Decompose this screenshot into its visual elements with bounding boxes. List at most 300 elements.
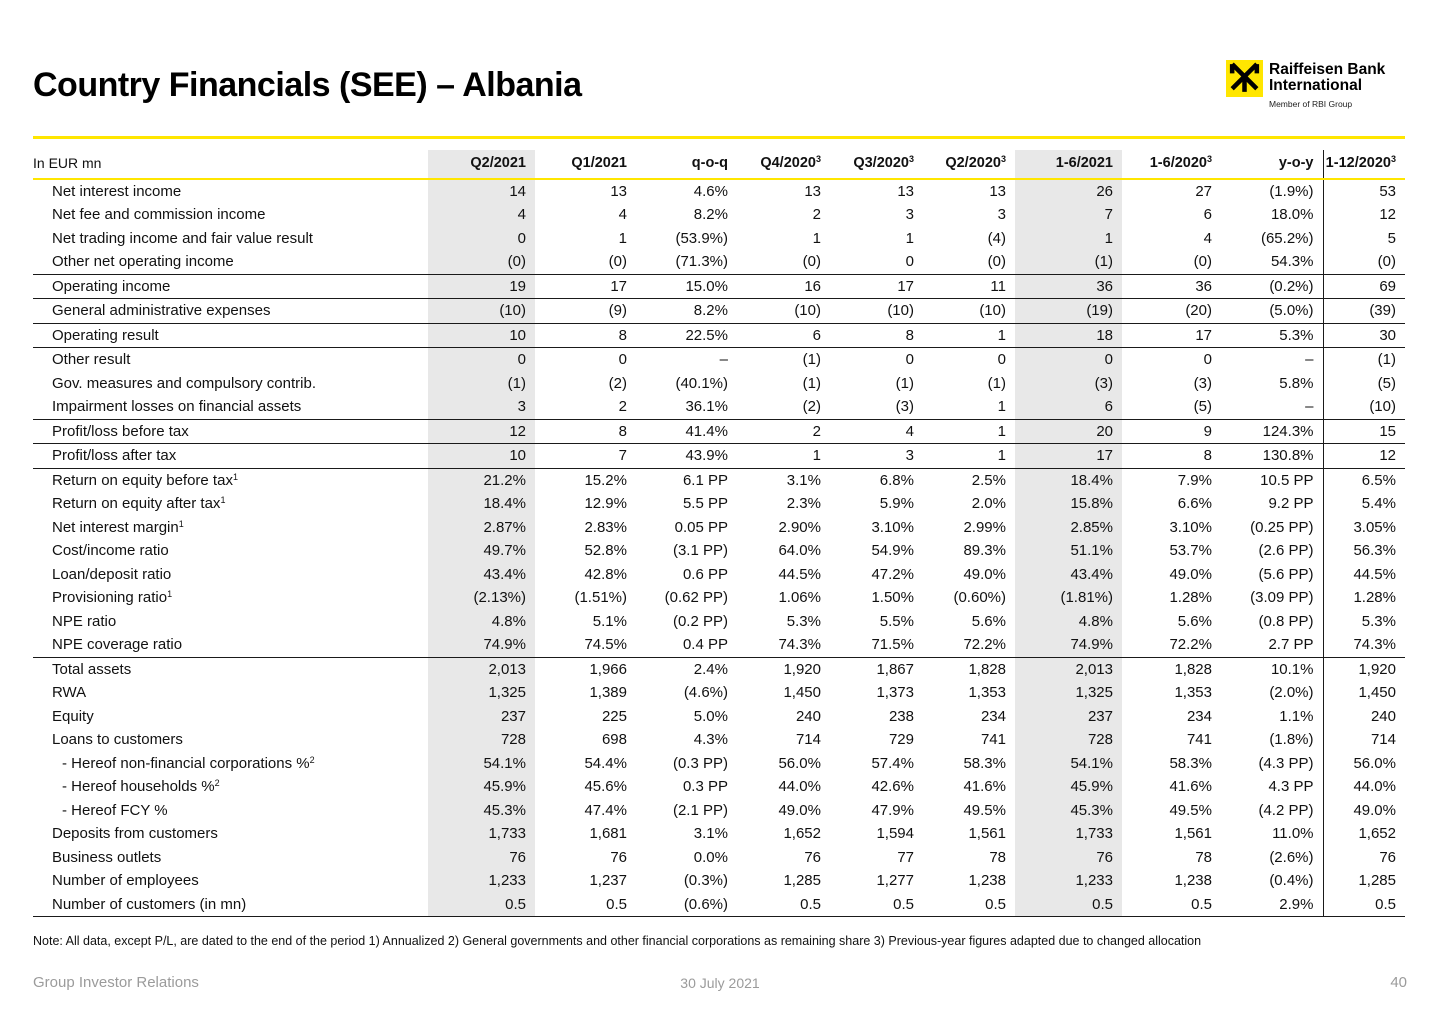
cell: (2) (608, 374, 627, 392)
cell: (0.8 PP) (1258, 612, 1314, 630)
cell: 1,237 (589, 872, 627, 889)
cell: 53.7% (1169, 542, 1212, 559)
table-row (33, 444, 1405, 469)
cell: (0.60%) (953, 589, 1006, 606)
table-row (33, 419, 1405, 444)
row-label: Deposits from customers (52, 825, 218, 842)
cell: 3 (997, 206, 1006, 223)
cell: 1,561 (1174, 825, 1212, 842)
superscript: 3 (1206, 154, 1212, 165)
footer (0, 972, 1440, 1002)
cell: 36.1% (685, 398, 728, 415)
cell: (1) (1015, 250, 1122, 274)
cell: 4.8% (1015, 610, 1122, 634)
cell: 10.5 PP (1221, 468, 1323, 492)
column-header: Q2/2020$^3$ (923, 150, 1015, 179)
cell: 18 (1015, 323, 1122, 348)
cell: 5.5 PP (682, 495, 728, 512)
cell: 13 (897, 182, 914, 200)
cell: 15.2% (535, 468, 636, 492)
cell: 1,325 (428, 681, 535, 705)
row-label: Other net operating income (52, 253, 234, 270)
cell: 3.10% (1169, 518, 1212, 536)
row-label: Provisioning ratio$^1$ (52, 589, 173, 606)
cell: (1.51%) (574, 589, 627, 606)
footer-department: Group Investor Relations (33, 974, 199, 991)
cell: 698 (601, 731, 627, 748)
cell: 3 (830, 444, 923, 469)
cell: 1,450 (1323, 681, 1405, 705)
cell: 0.5 (737, 893, 830, 917)
cell: 1,920 (737, 657, 830, 681)
cell: 30 (1323, 323, 1405, 348)
cell: 1,285 (783, 872, 821, 889)
table-row (33, 468, 1405, 492)
table-row (33, 775, 1405, 799)
cell: 9.2 PP (1268, 495, 1314, 512)
cell: 43.4% (428, 563, 535, 587)
row-label: Return on equity after tax$^1$ (52, 495, 226, 512)
cell: 1,594 (876, 825, 914, 842)
cell: 5.6% (971, 612, 1006, 630)
cell: 6 (737, 323, 830, 348)
table-row (33, 563, 1405, 587)
cell: 51.1% (1015, 539, 1122, 563)
cell: (3.09 PP) (1250, 589, 1314, 606)
cell: 2.7 PP (1268, 636, 1314, 653)
cell: 2.3% (786, 495, 821, 512)
cell: 0.5 (1015, 893, 1122, 917)
row-label: Gov. measures and compulsory contrib. (52, 374, 317, 392)
cell: 1,277 (876, 872, 914, 889)
cell: 1,238 (968, 872, 1006, 889)
table-row (33, 705, 1405, 729)
cell: 1 (812, 229, 821, 247)
cell: 4 (1203, 229, 1212, 247)
row-label: - Hereof households %$^2$ (62, 778, 220, 795)
cell: 2,013 (1015, 657, 1122, 681)
cell: 54.9% (871, 542, 914, 559)
cell: 76 (428, 846, 535, 870)
superscript: 1 (232, 471, 238, 482)
cell: 5.3% (1221, 323, 1323, 348)
cell: 1,681 (589, 825, 627, 842)
cell: 1,353 (968, 684, 1006, 701)
cell: 49.0% (778, 801, 821, 819)
cell: 76 (610, 848, 627, 866)
cell: 77 (897, 848, 914, 866)
cell: 714 (1323, 728, 1405, 752)
cell: 78 (989, 848, 1006, 866)
cell: 4 (428, 203, 535, 227)
cell: 54.1% (1015, 752, 1122, 776)
cell: 4.3% (693, 731, 728, 748)
column-header: Q3/2020$^3$ (830, 150, 923, 179)
cell: 124.3% (1221, 419, 1323, 444)
row-label: - Hereof non-financial corporations %$^2$ (62, 754, 315, 772)
cell: 1,450 (783, 684, 821, 701)
cell: 74.5% (584, 636, 627, 653)
cell: 8.2% (693, 206, 728, 223)
cell: 1,828 (1122, 657, 1221, 681)
cell: 1.28% (1323, 586, 1405, 610)
cell: (1.8%) (1269, 731, 1314, 748)
cell: (1.9%) (1269, 182, 1314, 200)
cell: 225 (601, 707, 627, 725)
cell: – (636, 348, 737, 372)
table-row (33, 395, 1405, 419)
cell: 44.5% (1323, 563, 1405, 587)
cell: 5 (1323, 227, 1405, 251)
cell: 6 (1203, 206, 1212, 223)
cell: 1 (923, 323, 1015, 348)
cell: 0.5 (923, 893, 1015, 917)
cell: (0.3%) (683, 872, 728, 889)
cell: 0.4 PP (682, 636, 728, 653)
cell: 17 (1015, 444, 1122, 469)
cell: 237 (428, 705, 535, 729)
cell: 1,353 (1174, 684, 1212, 701)
cell: (0.3 PP) (672, 754, 728, 772)
cell: 42.6% (871, 778, 914, 795)
cell: 4.8% (428, 610, 535, 634)
cell: 45.3% (1015, 799, 1122, 823)
row-label: Operating result (33, 323, 428, 348)
cell: 10.1% (1221, 657, 1323, 681)
row-label: Business outlets (52, 848, 162, 866)
cell: 76 (1323, 846, 1405, 870)
logo-line2: International (1269, 77, 1363, 94)
row-label: Total assets (33, 657, 428, 681)
cell: 1.1% (1279, 707, 1314, 725)
cell: (2.13%) (428, 586, 535, 610)
cell: 240 (795, 707, 821, 725)
cell: 74.3% (778, 636, 821, 653)
cell: 2.87% (428, 516, 535, 540)
superscript: 3 (1390, 154, 1396, 165)
header-row (33, 150, 1405, 179)
cell: 1,373 (876, 684, 914, 701)
cell: 26 (1015, 179, 1122, 204)
cell: 234 (1186, 707, 1212, 725)
cell: 8 (1122, 444, 1221, 469)
cell: 5.8% (1279, 374, 1314, 392)
table-row (33, 869, 1405, 893)
cell: 1,233 (1015, 869, 1122, 893)
cell: 89.3% (963, 542, 1006, 559)
cell: 49.5% (1169, 801, 1212, 819)
cell: 71.5% (871, 636, 914, 653)
cell: 2.0% (971, 495, 1006, 512)
cell: – (1305, 398, 1314, 415)
row-label: Cost/income ratio (52, 542, 169, 559)
cell: 2.4% (636, 657, 737, 681)
cell: 5.3% (1323, 610, 1405, 634)
cell: 57.4% (871, 754, 914, 772)
cell: 8 (535, 419, 636, 444)
row-label: Net fee and commission income (52, 206, 266, 223)
cell: (0) (608, 253, 627, 270)
cell: 238 (888, 707, 914, 725)
table-row (33, 539, 1405, 563)
row-label: General administrative expenses (33, 299, 428, 324)
cell: 12 (1323, 444, 1405, 469)
cell: (2.0%) (1269, 684, 1314, 701)
cell: 15.0% (636, 274, 737, 299)
cell: 18.4% (428, 492, 535, 516)
cell: 41.4% (636, 419, 737, 444)
cell: 49.5% (963, 801, 1006, 819)
cell: 36 (1122, 274, 1221, 299)
cell: 1.06% (778, 589, 821, 606)
table-row (33, 203, 1405, 227)
cell: (10) (923, 299, 1015, 324)
cell: (0.4%) (1269, 872, 1314, 889)
cell: 69 (1323, 274, 1405, 299)
cell: 16 (737, 274, 830, 299)
cell: 741 (1186, 731, 1212, 748)
cell: 1 (905, 229, 914, 247)
cell: 1,389 (589, 684, 627, 701)
page-title: Country Financials (SEE) – Albania (33, 66, 582, 104)
cell: (0.62 PP) (664, 589, 728, 606)
cell: 74.9% (428, 633, 535, 657)
cell: 74.9% (1015, 633, 1122, 657)
cell: 2 (618, 398, 627, 415)
cell: 44.5% (778, 565, 821, 583)
cell: (1.81%) (1015, 586, 1122, 610)
cell: 11 (923, 274, 1015, 299)
cell: (10) (737, 299, 830, 324)
table-row (33, 227, 1405, 251)
table-body (33, 179, 1405, 917)
cell: 0.5 (1323, 893, 1405, 917)
cell: 1,652 (783, 825, 821, 842)
superscript: 3 (815, 154, 821, 165)
cell: 6 (1015, 395, 1122, 419)
cell: 1,733 (428, 822, 535, 846)
table-row (33, 299, 1405, 324)
cell: 45.9% (428, 775, 535, 799)
cell: 76 (804, 848, 821, 866)
cell: 21.2% (428, 468, 535, 492)
cell: (0.2%) (1221, 274, 1323, 299)
cell: 47.2% (871, 565, 914, 583)
cell: 1 (1015, 227, 1122, 251)
cell: 17 (535, 274, 636, 299)
cell: 1.28% (1169, 589, 1212, 606)
cell: 76 (1015, 846, 1122, 870)
cell: 5.1% (592, 612, 627, 630)
cell: 5.6% (1177, 612, 1212, 630)
cell: 0 (1122, 348, 1221, 372)
table-row (33, 179, 1405, 204)
cell: 728 (428, 728, 535, 752)
cell: 0 (830, 348, 923, 372)
cell: (0) (1193, 253, 1212, 270)
cell: 10 (428, 323, 535, 348)
cell: 0.5 (1122, 893, 1221, 917)
cell: 49.0% (1169, 565, 1212, 583)
cell: 45.3% (428, 799, 535, 823)
cell: 1,966 (535, 657, 636, 681)
cell: 78 (1195, 848, 1212, 866)
column-header: 1-12/2020$^3$ (1323, 150, 1405, 179)
row-label: Equity (52, 707, 94, 725)
cell: 1 (737, 444, 830, 469)
cell: 0 (905, 253, 914, 270)
row-label: Net interest margin$^1$ (52, 518, 184, 536)
cell: 0.0% (693, 848, 728, 866)
cell: 52.8% (584, 542, 627, 559)
cell: 3 (905, 206, 914, 223)
row-label: Number of customers (in mn) (33, 893, 428, 917)
cell: (0.6%) (636, 893, 737, 917)
cell: 2 (737, 419, 830, 444)
cell: 17 (1122, 323, 1221, 348)
cell: 12.9% (584, 495, 627, 512)
cell: 13 (610, 182, 627, 200)
cell: 1.50% (871, 589, 914, 606)
cell: 1 (923, 419, 1015, 444)
superscript: 1 (178, 518, 184, 529)
row-label: Other result (33, 348, 428, 372)
rbi-logo (1226, 60, 1408, 109)
table-row (33, 586, 1405, 610)
cell: 240 (1323, 705, 1405, 729)
cell: 1,733 (1015, 822, 1122, 846)
cell: 15.8% (1015, 492, 1122, 516)
row-label: Net trading income and fair value result (52, 229, 313, 247)
cell: 3.10% (871, 518, 914, 536)
row-label: NPE ratio (52, 612, 117, 630)
cell: 4 (618, 206, 627, 223)
cell: 12 (1323, 203, 1405, 227)
cell: 8.2% (636, 299, 737, 324)
cell: 0 (923, 348, 1015, 372)
table-row (33, 822, 1405, 846)
cell: 10 (428, 444, 535, 469)
cell: 64.0% (778, 542, 821, 559)
cell: 2.5% (923, 468, 1015, 492)
cell: 41.6% (1169, 778, 1212, 795)
table-row (33, 274, 1405, 299)
logo-subtitle: Member of RBI Group (1269, 99, 1353, 109)
cell: 0 (1015, 348, 1122, 372)
footnote: Note: All data, except P/L, are dated to the end of the period 1) Annualized 2) General governments and other financial corporations as remaining share 3) Previous-year figures adapted due to changed allocation (33, 934, 1202, 948)
cell: 43.4% (1015, 563, 1122, 587)
cell: 6.1 PP (636, 468, 737, 492)
cell: 36 (1015, 274, 1122, 299)
cell: 19 (428, 274, 535, 299)
cell: 0.5 (535, 893, 636, 917)
cell: (2.1 PP) (672, 801, 728, 819)
cell: 130.8% (1221, 444, 1323, 469)
cell: 2.85% (1015, 516, 1122, 540)
cell: 1,561 (968, 825, 1006, 842)
superscript: 3 (1000, 154, 1006, 165)
cell: 18.0% (1270, 206, 1314, 223)
cell: 3 (428, 395, 535, 419)
cell: (3.1 PP) (672, 542, 728, 559)
cell: (9) (535, 299, 636, 324)
cell: 1,867 (830, 657, 923, 681)
table-row (33, 348, 1405, 372)
cell: 1,325 (1015, 681, 1122, 705)
cell: 27 (1195, 182, 1212, 200)
financials-table (33, 150, 1405, 917)
cell: 45.6% (584, 778, 627, 795)
table-row (33, 657, 1405, 681)
cell: 8 (535, 323, 636, 348)
cell: 7 (535, 444, 636, 469)
cell: (10) (1323, 395, 1405, 419)
cell: 54.4% (584, 754, 627, 772)
row-label: Profit/loss before tax (33, 419, 428, 444)
cell: 6.8% (830, 468, 923, 492)
row-label: Impairment losses on financial assets (52, 398, 302, 415)
cell: (5.0%) (1221, 299, 1323, 324)
cell: 237 (1015, 705, 1122, 729)
cell: (65.2%) (1260, 229, 1314, 247)
cell: 49.7% (428, 539, 535, 563)
table-row (33, 372, 1405, 396)
cell: (5) (1323, 372, 1405, 396)
cell: 56.3% (1323, 539, 1405, 563)
cell: 7.9% (1122, 468, 1221, 492)
cell: 12 (428, 419, 535, 444)
cell: 5.0% (693, 707, 728, 725)
cell: (1) (737, 348, 830, 372)
cell: (3) (1015, 372, 1122, 396)
cell: 7 (1015, 203, 1122, 227)
cell: 15 (1323, 419, 1405, 444)
table-header (33, 150, 1405, 179)
cell: 234 (980, 707, 1006, 725)
cell: (1) (802, 374, 821, 392)
cell: (5) (1193, 398, 1212, 415)
cell: (10) (428, 299, 535, 324)
cell: 1,233 (428, 869, 535, 893)
cell: 44.0% (778, 778, 821, 795)
cell: (1) (428, 372, 535, 396)
table-row (33, 681, 1405, 705)
cell: 72.2% (1169, 636, 1212, 653)
row-label: Operating income (33, 274, 428, 299)
table-row (33, 846, 1405, 870)
cell: (39) (1323, 299, 1405, 324)
cell: (40.1%) (675, 374, 728, 392)
cell: 728 (1015, 728, 1122, 752)
column-header: Q2/2021 (428, 150, 535, 179)
table-row (33, 323, 1405, 348)
cell: 1 (923, 444, 1015, 469)
cell: 729 (888, 731, 914, 748)
cell: 56.0% (778, 754, 821, 772)
cell: (0.2 PP) (672, 612, 728, 630)
cell: (71.3%) (675, 253, 728, 270)
cell: (20) (1122, 299, 1221, 324)
cell: 56.0% (1323, 752, 1405, 776)
cell: 2.83% (584, 518, 627, 536)
cell: 18.4% (1015, 468, 1122, 492)
table-row (33, 752, 1405, 776)
superscript: 1 (167, 589, 173, 600)
cell: 2,013 (428, 657, 535, 681)
cell: (0.25 PP) (1250, 518, 1314, 536)
cell: 3.05% (1323, 516, 1405, 540)
cell: (4) (987, 229, 1006, 247)
